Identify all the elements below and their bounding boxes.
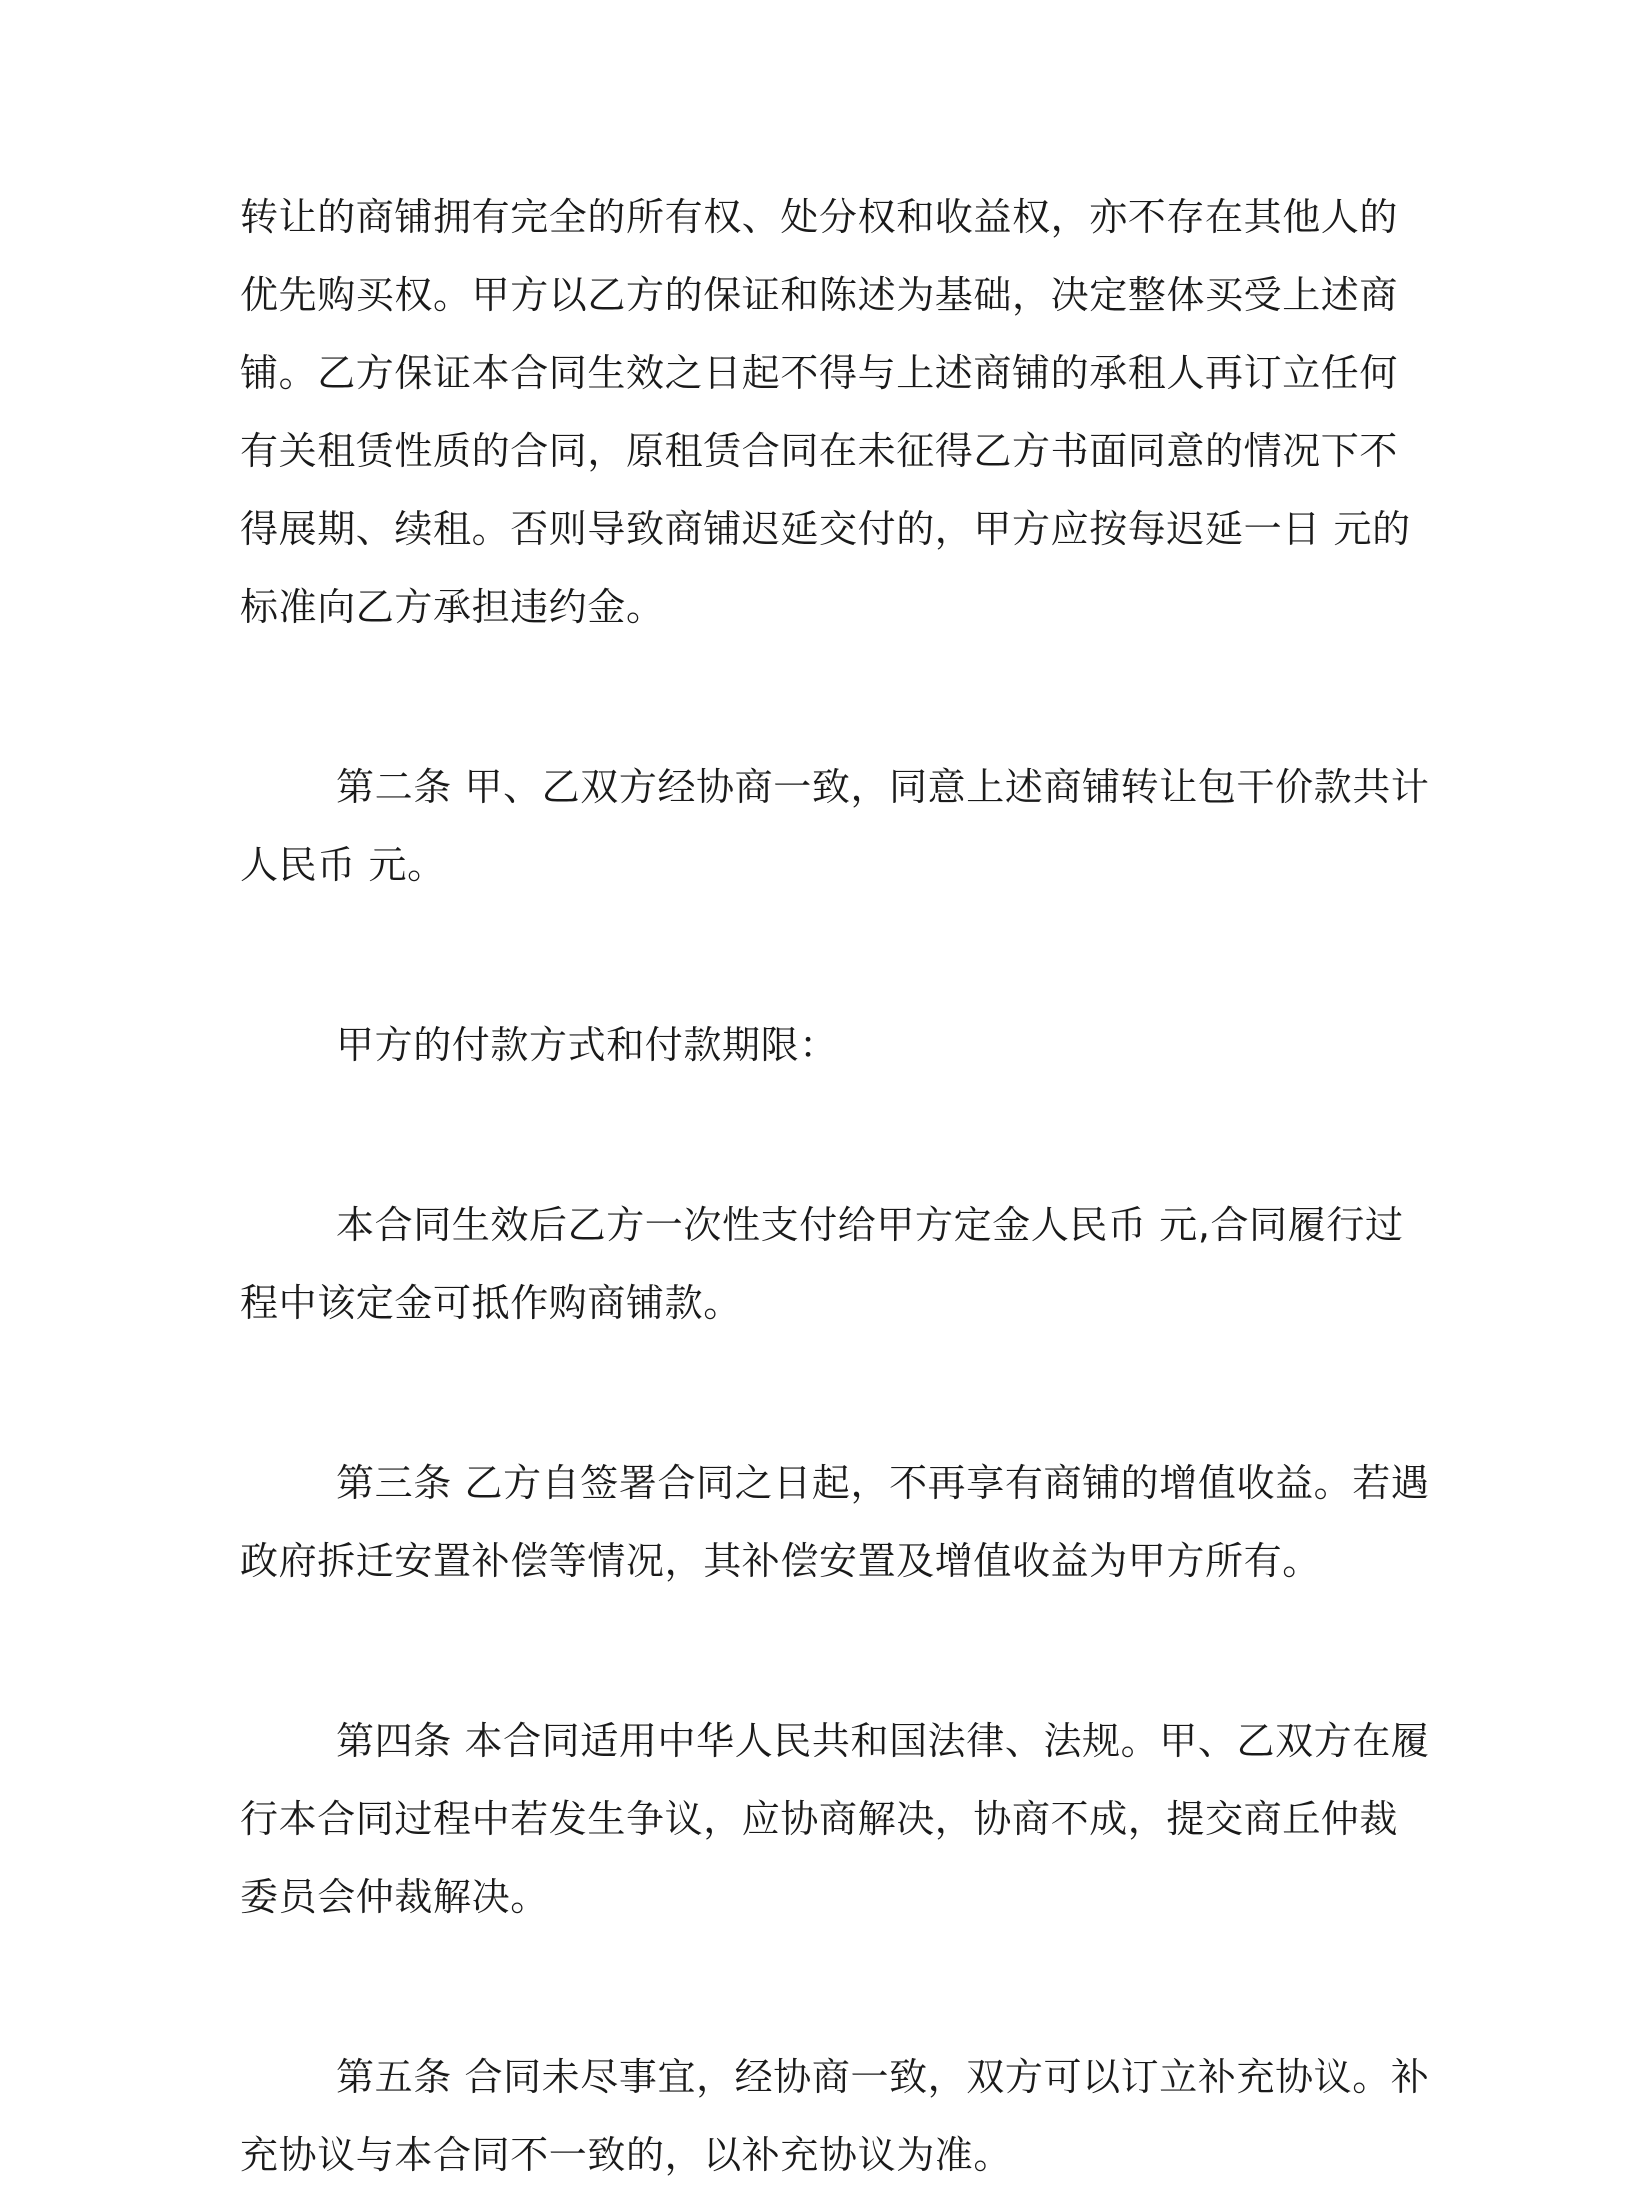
- text-line: 标准向乙方承担违约金。: [240, 585, 665, 629]
- contract-body: [240, 178, 1430, 2194]
- paragraph-article-5: [240, 2038, 1430, 2194]
- paragraph-article-1-continued: [240, 178, 1411, 646]
- text-line: 充协议与本合同不一致的，以补充协议为准。: [240, 2133, 1013, 2177]
- paragraph-article-2: [240, 748, 1430, 904]
- paragraph-article-3: [240, 1444, 1430, 1600]
- text-line: 转让的商铺拥有完全的所有权、处分权和收益权，亦不存在其他人的: [240, 195, 1399, 239]
- text-line: 有关租赁性质的合同，原租赁合同在未征得乙方书面同意的情况下不: [240, 429, 1399, 473]
- text-line: 程中该定金可抵作购商铺款。: [240, 1281, 742, 1325]
- text-line: 人民币 元。: [240, 843, 446, 887]
- text-line: 第五条 合同未尽事宜，经协商一致，双方可以订立补充协议。补: [336, 2055, 1430, 2099]
- text-line: 甲方的付款方式和付款期限：: [336, 1023, 838, 1067]
- text-line: 优先购买权。甲方以乙方的保证和陈述为基础，决定整体买受上述商: [240, 273, 1399, 317]
- text-line: 铺。乙方保证本合同生效之日起不得与上述商铺的承租人再订立任何: [240, 351, 1399, 395]
- paragraph-deposit: [240, 1186, 1404, 1342]
- text-line: 政府拆迁安置补偿等情况，其补偿安置及增值收益为甲方所有。: [240, 1539, 1321, 1583]
- text-line: 第四条 本合同适用中华人民共和国法律、法规。甲、乙双方在履: [336, 1719, 1430, 1763]
- text-line: 第二条 甲、乙双方经协商一致，同意上述商铺转让包干价款共计: [336, 765, 1430, 809]
- paragraph-payment-terms: [240, 1006, 1380, 1084]
- text-line: 得展期、续租。否则导致商铺迟延交付的，甲方应按每迟延一日 元的: [240, 507, 1411, 551]
- text-line: 行本合同过程中若发生争议，应协商解决，协商不成，提交商丘仲裁: [240, 1797, 1399, 1841]
- paragraph-article-4: [240, 1702, 1430, 1936]
- text-line: 第三条 乙方自签署合同之日起，不再享有商铺的增值收益。若遇: [336, 1461, 1430, 1505]
- text-line: 本合同生效后乙方一次性支付给甲方定金人民币 元,合同履行过: [336, 1203, 1404, 1247]
- text-line: 委员会仲裁解决。: [240, 1875, 549, 1919]
